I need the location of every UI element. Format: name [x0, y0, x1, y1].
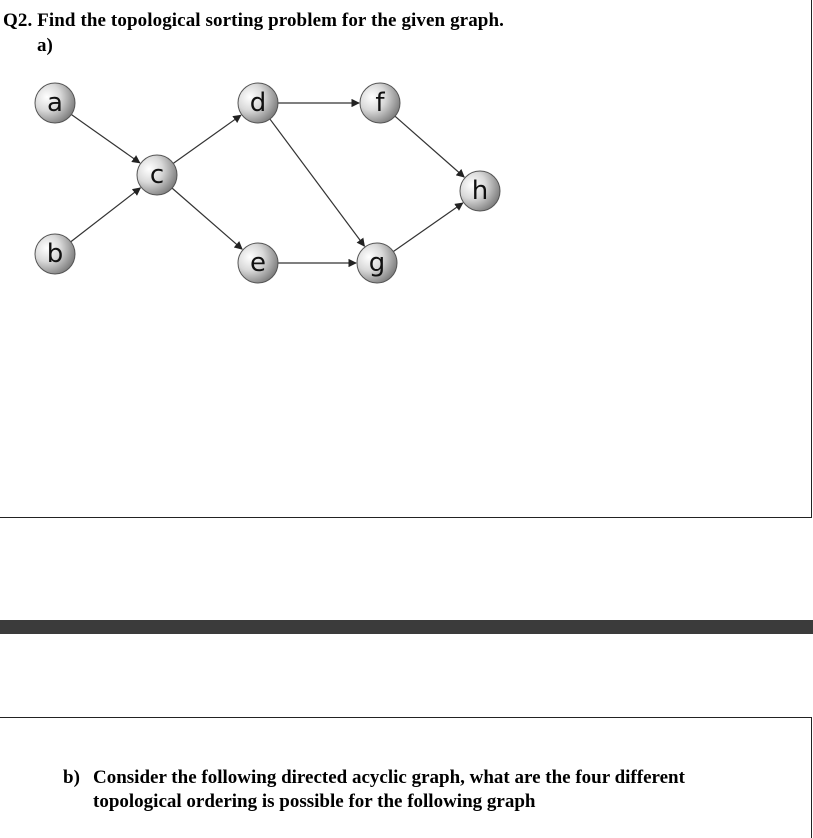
node-a-label: a: [47, 88, 63, 118]
part-b-label: b): [63, 767, 80, 788]
edge-c-d: [173, 115, 241, 163]
node-a: [35, 83, 75, 123]
node-g-label: g: [368, 248, 386, 278]
node-c: [137, 155, 177, 195]
node-e-label: e: [250, 248, 266, 278]
edge-b-c: [71, 188, 141, 242]
node-e: [238, 243, 278, 283]
question-title: Q2. Find the topological sorting problem for the given graph.: [3, 10, 504, 31]
node-c-label: c: [149, 160, 165, 190]
edge-g-h: [393, 203, 462, 252]
dag-diagram: [0, 0, 813, 320]
node-f-label: f: [375, 88, 385, 118]
node-b: [35, 234, 75, 274]
edge-f-h: [395, 116, 464, 177]
part-a-label: a): [37, 35, 53, 56]
node-g: [357, 243, 397, 283]
node-b-label: b: [46, 239, 64, 269]
edge-d-g: [270, 119, 365, 246]
node-d-label: d: [249, 88, 267, 118]
part-b-text: Consider the following directed acyclic graph, what are the four different topological ordering is possible for the following graph: [93, 767, 685, 812]
node-h-label: h: [471, 176, 489, 206]
node-h: [460, 171, 500, 211]
edge-c-e: [172, 188, 242, 249]
edge-a-c: [71, 115, 140, 163]
page-separator-bar: [0, 620, 813, 634]
node-f: [360, 83, 400, 123]
node-d: [238, 83, 278, 123]
part-b-question: [63, 766, 763, 814]
